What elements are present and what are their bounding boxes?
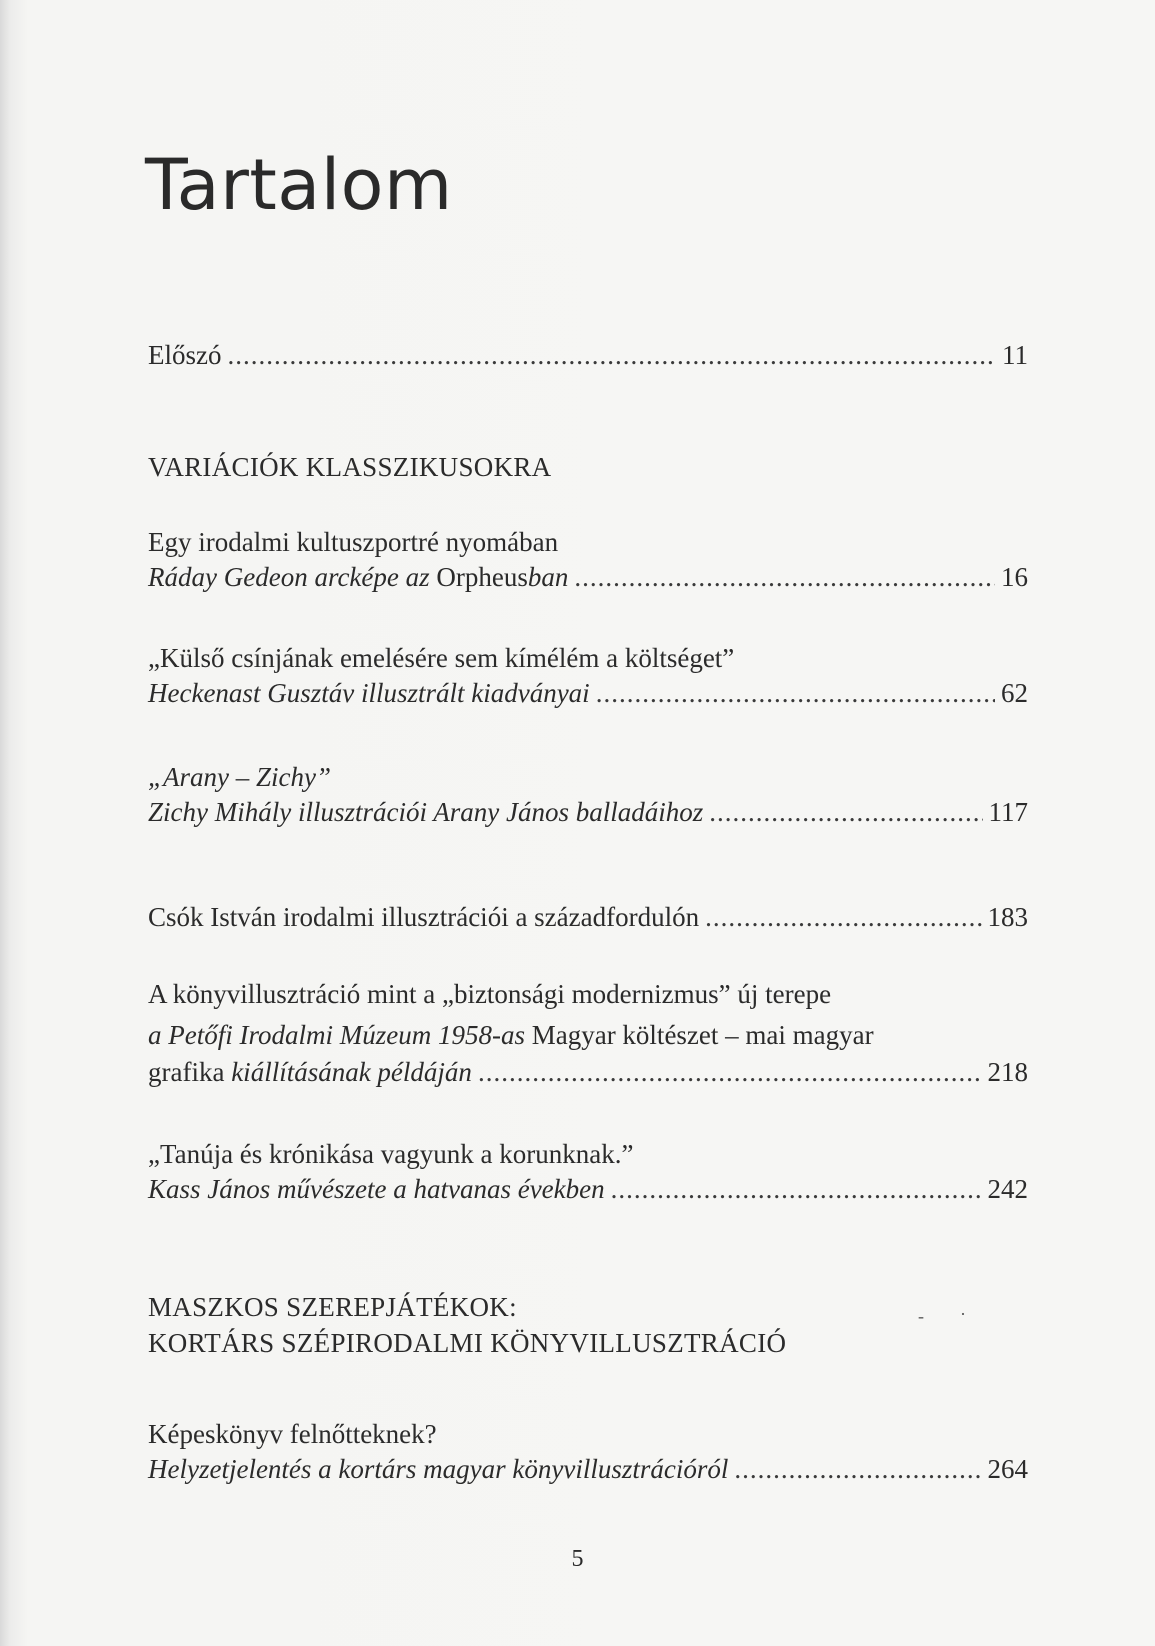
- toc-entry-subtitle: Zichy Mihály illusztrációi Arany János balladáihoz: [148, 797, 704, 827]
- toc-page-number: 117: [988, 797, 1028, 827]
- toc-entry-title: Képeskönyv felnőtteknek?: [148, 1419, 437, 1449]
- dot-leader: [709, 795, 982, 829]
- toc-entry-subtitle: Kass János művészete a hatvanas években: [148, 1174, 605, 1204]
- page-title: Tartalom: [145, 144, 453, 226]
- toc-entry-title: A könyvillusztráció mint a „biztonsági modernizmus” új terepe: [148, 979, 832, 1009]
- section-heading: MASZKOS SZEREPJÁTÉKOK:: [148, 1292, 517, 1322]
- toc-entry-preface[interactable]: [148, 338, 1028, 372]
- dot-leader: [596, 676, 995, 710]
- toc-entry-title: Csók István irodalmi illusztrációi a századfordulón: [148, 902, 700, 932]
- toc-entry-kepeskonyv[interactable]: [148, 1452, 1028, 1486]
- toc-entry-kiallitas[interactable]: [148, 1055, 1028, 1089]
- dot-leader: [734, 1452, 981, 1486]
- dust-speck: ·: [960, 1304, 966, 1324]
- toc-entry-zichy[interactable]: [148, 795, 1028, 829]
- toc-page-number: 218: [987, 1057, 1028, 1087]
- toc-page-number: 183: [987, 902, 1028, 932]
- toc-page-number: 264: [987, 1454, 1028, 1484]
- toc-page-number: 11: [1002, 340, 1028, 370]
- dust-speck: ‐: [918, 1306, 924, 1326]
- page-number: 5: [571, 1546, 584, 1572]
- toc-page-number: 16: [1001, 562, 1028, 592]
- dot-leader: [228, 338, 997, 372]
- toc-page-number: 242: [987, 1174, 1028, 1204]
- toc-entry-subtitle: Ráday Gedeon arcképe az Orpheusban: [148, 562, 569, 592]
- toc-page-number: 62: [1001, 678, 1028, 708]
- toc-entry-title: „Arany – Zichy”: [148, 762, 332, 792]
- dot-leader: [705, 900, 981, 934]
- section-heading: VARIÁCIÓK KLASSZIKUSOKRA: [148, 452, 552, 482]
- toc-entry-subtitle: a Petőfi Irodalmi Múzeum 1958-as Magyar költészet – mai magyar: [148, 1020, 874, 1050]
- toc-entry-subtitle-cont: grafika kiállításának példáján: [148, 1057, 472, 1087]
- dot-leader: [478, 1055, 982, 1089]
- toc-entry-subtitle: Helyzetjelentés a kortárs magyar könyvillusztrációról: [148, 1454, 729, 1484]
- toc-entry-title: Előszó: [148, 340, 222, 370]
- toc-entry-raday[interactable]: [148, 560, 1028, 594]
- section-heading: KORTÁRS SZÉPIRODALMI KÖNYVILLUSZTRÁCIÓ: [148, 1328, 787, 1358]
- toc-entry-kass[interactable]: [148, 1172, 1028, 1206]
- toc-entry-title: „Külső csínjának emelésére sem kímélém a költséget”: [148, 643, 735, 673]
- toc-entry-title: „Tanúja és krónikása vagyunk a korunknak.”: [148, 1139, 634, 1169]
- toc-entry-title: Egy irodalmi kultuszportré nyomában: [148, 527, 559, 557]
- toc-entry-heckenast[interactable]: [148, 676, 1028, 710]
- dot-leader: [611, 1172, 982, 1206]
- dot-leader: [574, 560, 995, 594]
- toc-entry-subtitle: Heckenast Gusztáv illusztrált kiadványai: [148, 678, 590, 708]
- toc-entry-csok[interactable]: [148, 900, 1028, 934]
